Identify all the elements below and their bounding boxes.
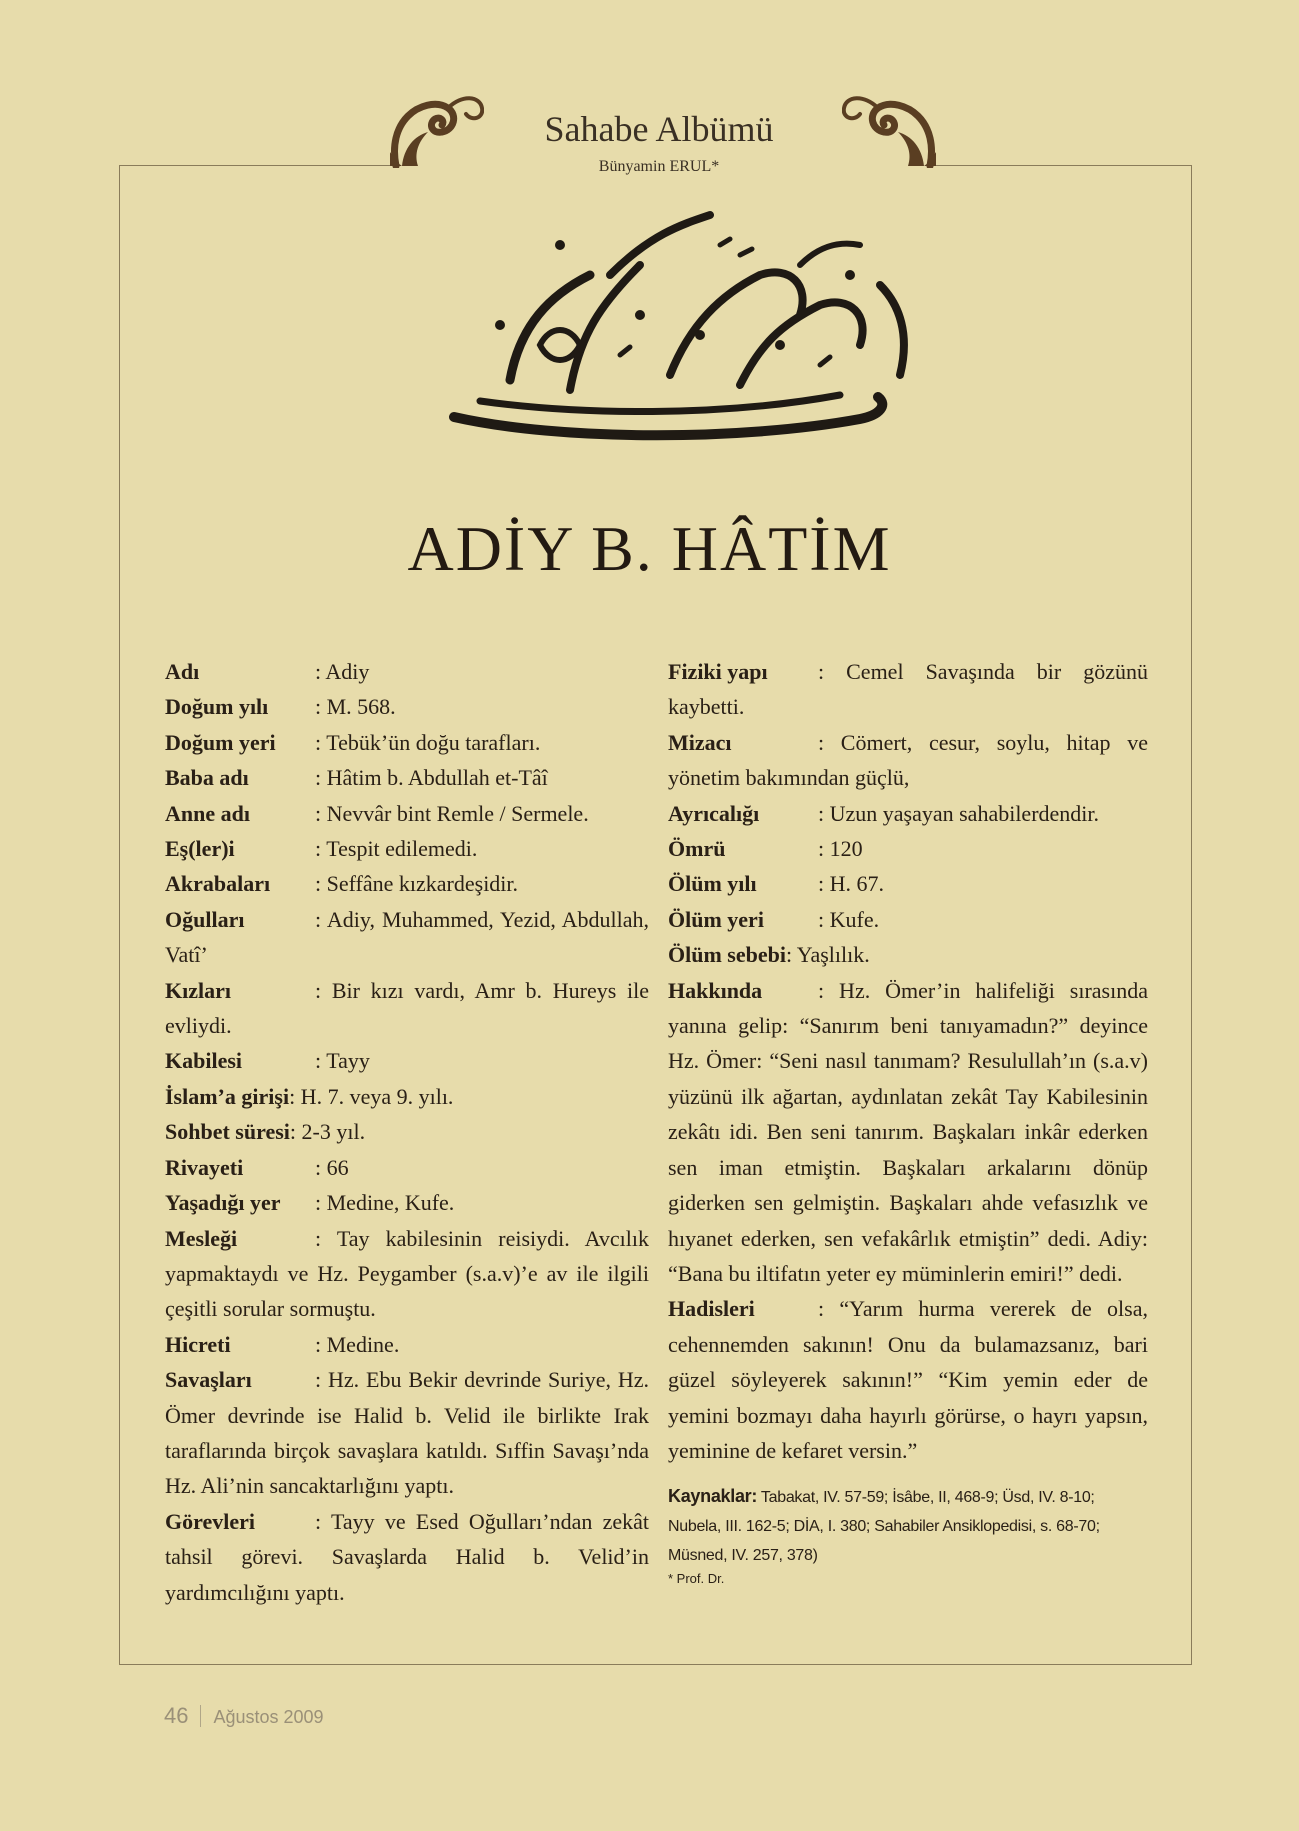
info-entry [668,796,1148,831]
info-entry [165,902,649,973]
info-entry [165,760,649,795]
info-entry [668,831,1148,866]
info-value: : Medine, Kufe. [315,1190,455,1216]
info-value: : M. 568. [315,694,396,720]
page-title: ADİY B. HÂTİM [407,513,892,584]
info-entry [165,1504,649,1610]
info-label: Yaşadığı yer [165,1190,281,1216]
info-entry [165,1185,649,1220]
info-value: : Tay kabilesinin reisiydi. Avcılık yapmaktaydı ve Hz. Peygamber (s.a.v)’e av ile ilgili çeşitli sorular sormuştu. [165,1225,649,1322]
info-entry [165,725,649,760]
issue-date: Ağustos 2009 [213,1707,324,1727]
info-value: : “Yarım hurma vererek de olsa, cehennemden sakının! Onu da bulamazsanız, bari güzel söyleyerek sakının!” “Kim yemin eder de yemini bozmayı daha hayırlı görürse, o hayrı yapsın, yeminine de kefaret versin.” [668,1296,1148,1463]
info-label: Kızları [165,977,231,1003]
info-entry [165,1079,649,1114]
info-value: : Kufe. [818,906,880,932]
info-entry [165,831,649,866]
info-entry [668,725,1148,796]
info-label: Hicreti [165,1331,231,1357]
info-value: : Tayy ve Esed Oğulları’ndan zekât tahsil görevi. Savaşlarda Halid b. Velid’in yardımcılığını yaptı. [165,1508,649,1605]
info-value: : Cemel Savaşında bir gözünü kaybetti. [668,659,1148,720]
info-label: Mizacı [668,729,732,755]
info-entry [668,654,1148,725]
references [668,1482,1148,1570]
info-label: Doğum yeri [165,729,276,755]
info-label: Kabilesi [165,1048,243,1074]
author-name: Bünyamin ERUL* [598,158,720,175]
arabic-calligraphy-image [440,205,938,445]
info-label: Adı [165,659,200,684]
info-value: : Tebük’ün doğu tarafları. [315,729,541,755]
info-label: Rivayeti [165,1154,244,1180]
info-value: : Hâtim b. Abdullah et-Tâî [315,765,548,791]
info-value: : H. 7. veya 9. yılı. [289,1083,454,1109]
info-label: Oğulları [165,906,245,932]
info-entry [668,973,1148,1292]
info-label: Akrabaları [165,871,271,897]
info-entry [165,1150,649,1185]
info-label: Ömrü [668,836,726,862]
info-entry [165,796,649,831]
references-text: Tabakat, IV. 57-59; İsâbe, II, 468-9; Üsd, IV. 8-10; Nubela, III. 162-5; DİA, I. 380; Sahabiler Ansiklopedisi, s. 68-70; Müsned, IV. 257, 378) [668,1489,1100,1565]
info-entry [668,902,1148,937]
info-label: Ölüm yeri [668,906,764,932]
info-value: : Hz. Ebu Bekir devrinde Suriye, Hz. Ömer devrinde ise Halid b. Velid ile birlikte Irak taraflarında birçok savaşlara katıldı. Sıffin Savaşı’nda Hz. Ali’nin sancaktarlığını yaptı. [165,1367,649,1499]
info-value: : H. 67. [818,871,884,897]
info-entry [668,866,1148,901]
info-label: Eş(ler)i [165,836,235,862]
info-value: : Medine. [315,1331,400,1357]
series-title: Sahabe Albümü [544,109,774,149]
info-label: Savaşları [165,1367,252,1393]
info-value: : Yaşlılık. [785,942,870,968]
info-entry [165,654,649,689]
info-label: Mesleği [165,1225,238,1251]
info-label: Sohbet süresi [165,1119,290,1145]
info-label: Fiziki yapı [668,659,768,684]
info-value: : Nevvâr bint Remle / Sermele. [315,800,589,826]
footer-divider [200,1705,201,1727]
info-entry [165,866,649,901]
info-label: İslam’a girişi [165,1083,290,1109]
info-entry [165,1221,649,1327]
page-footer [164,1703,324,1729]
info-label: Ayrıcalığı [668,800,760,826]
info-entry [668,937,1148,972]
info-entry [165,689,649,724]
info-value: : Seffâne kızkardeşidir. [315,871,519,897]
info-label: Anne adı [165,800,250,826]
info-label: Ölüm sebebi [668,942,786,968]
info-label: Baba adı [165,765,249,791]
info-entry [165,1327,649,1362]
info-entry [165,1362,649,1504]
info-value: : Tayy [315,1048,370,1074]
info-value: : Bir kızı vardı, Amr b. Hureys ile evliydi. [165,977,649,1039]
info-label: Hadisleri [668,1296,755,1322]
right-info-column [668,654,1148,1588]
info-label: Doğum yılı [165,694,269,720]
info-label: Hakkında [668,977,763,1003]
info-value: : Hz. Ömer’in halifeliği sırasında yanına gelip: “Sanırım beni tanıyamadın?” deyince Hz. Ömer: “Seni nasıl tanımam? Resulullah’ın (s.a.v) yüzünü ilk ağartan, aydınlatan zekât Tay Kabilesinin zekâtı idi. Ben seni tanırım. Başkaları inkâr ederken sen iman etmiştin. Başkaları arkalarını dönüp giderken sen gelmiştin. Başkaları ahde vefasızlık ve hıyanet ederken, sen vefakârlık etmiştin” dedi. Adiy: “Bana bu iltifatın yeter ey müminlerin emiri!” dedi. [668,977,1148,1286]
author-footnote: * Prof. Dr. [668,1571,725,1587]
references-label: Kaynaklar: [668,1486,758,1507]
left-info-column [165,654,649,1610]
info-value: : Tespit edilemedi. [315,836,478,862]
info-label: Görevleri [165,1508,255,1534]
info-value: : Adiy [315,659,370,684]
info-value: : 66 [315,1154,349,1180]
info-label: Ölüm yılı [668,871,757,897]
info-entry [165,973,649,1044]
info-value: : Adiy, Muhammed, Yezid, Abdullah, Vatî’ [165,906,649,968]
info-value: : 120 [818,836,863,862]
page-number: 46 [164,1703,189,1728]
info-entry [165,1114,649,1149]
info-entry [165,1043,649,1078]
info-entry [668,1291,1148,1468]
info-value: : Cömert, cesur, soylu, hitap ve yönetim bakımından güçlü, [668,729,1148,791]
info-value: : Uzun yaşayan sahabilerdendir. [818,800,1100,826]
info-value: : 2-3 yıl. [289,1119,366,1145]
